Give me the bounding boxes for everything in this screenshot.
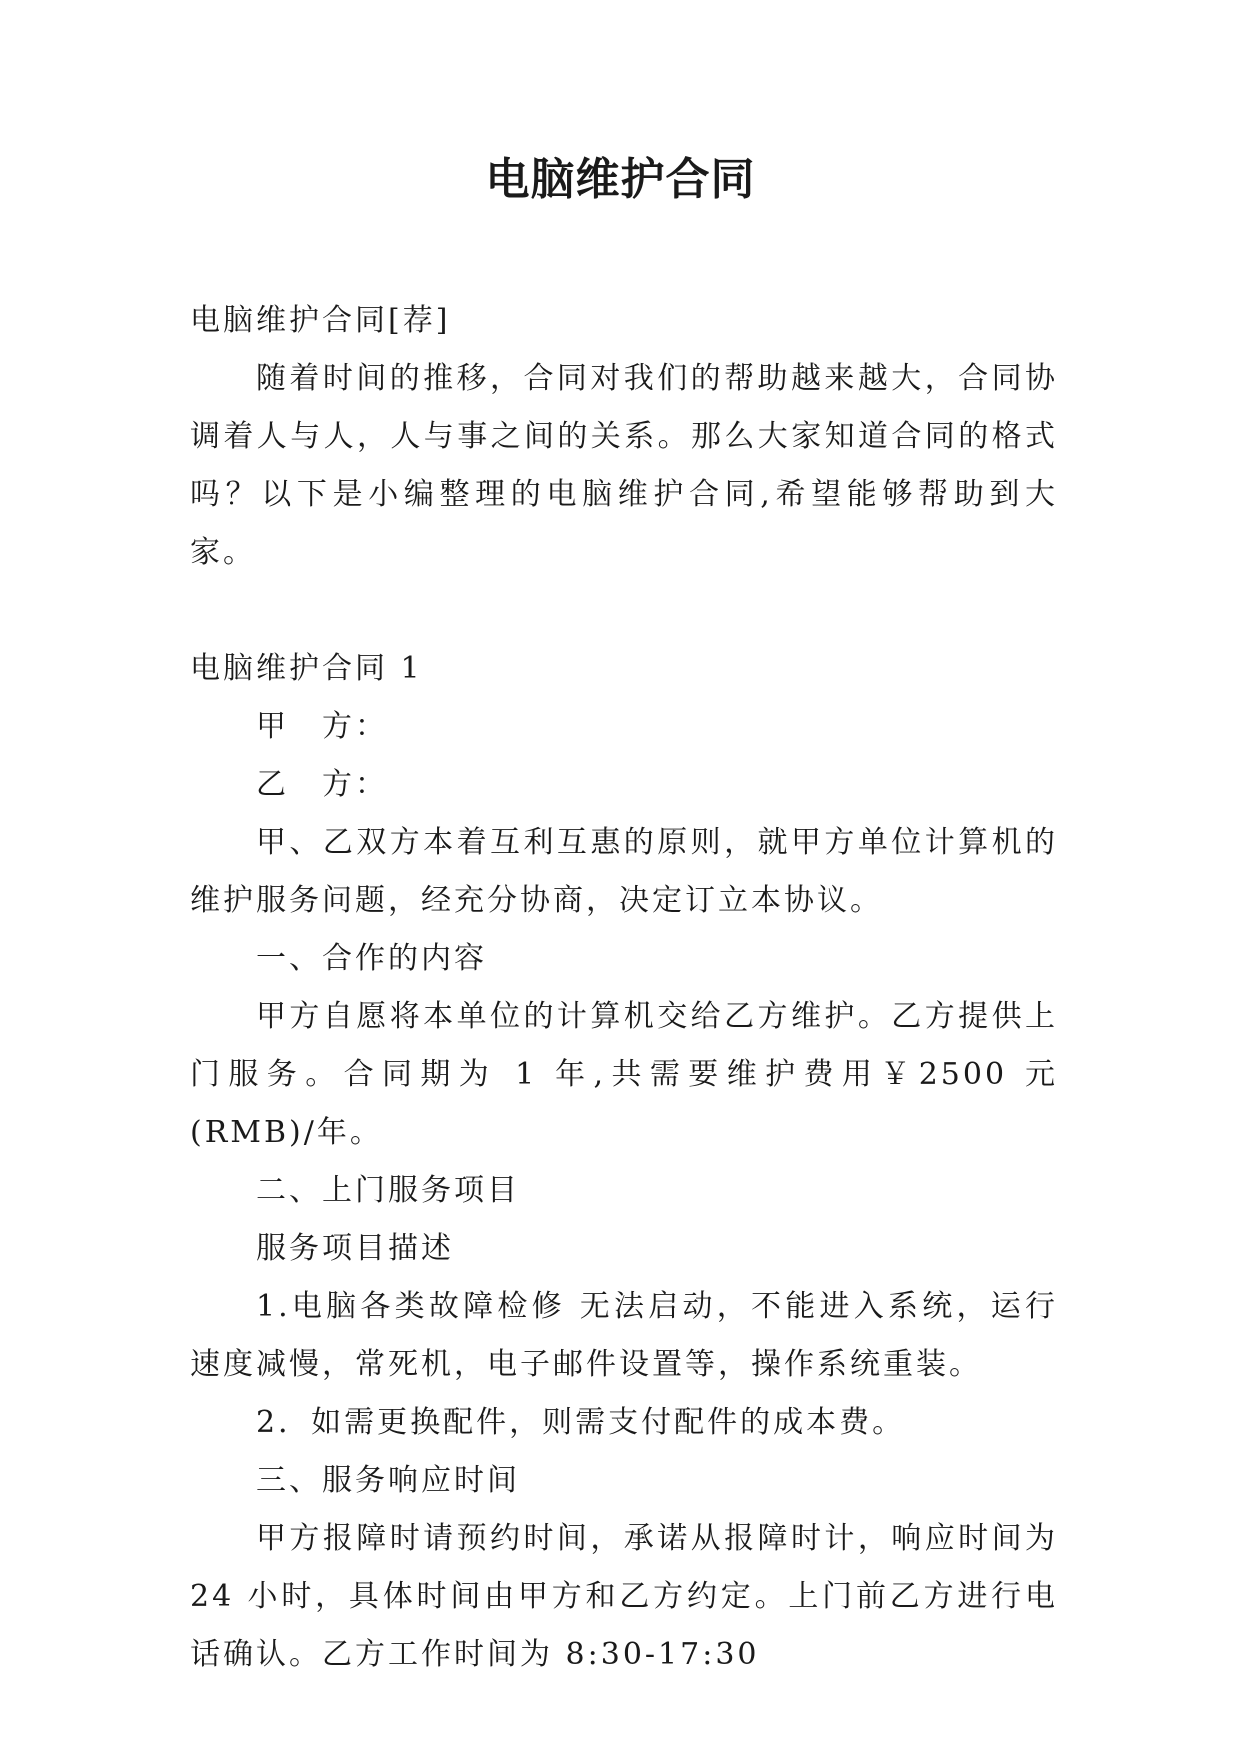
section-1-paragraph: 甲方自愿将本单位的计算机交给乙方维护。乙方提供上门服务。合同期为 1 年,共需要维护费用￥2500 元(RMB)/年。 xyxy=(190,999,1058,1150)
section-3-paragraph: 甲方报障时请预约时间，承诺从报障时计，响应时间为 24 小时，具体时间由甲方和乙方约定。上门前乙方进行电话确认。乙方工作时间为 8:30-17:30 xyxy=(190,1521,1058,1672)
article-heading: 电脑维护合同[荐] xyxy=(190,303,451,338)
section-1-heading: 一、合作的内容 xyxy=(256,941,487,976)
party-b-line: 乙 方： xyxy=(256,767,388,802)
service-item-1: 1.电脑各类故障检修 无法启动，不能进入系统，运行速度减慢，常死机，电子邮件设置等，操作系统重装。 xyxy=(190,1289,1058,1382)
contract-heading: 电脑维护合同 1 xyxy=(190,651,423,686)
section-2-heading: 二、上门服务项目 xyxy=(256,1173,520,1208)
party-a-line: 甲 方： xyxy=(256,709,388,744)
document-body xyxy=(190,292,1058,1684)
service-item-2: 2．如需更换配件，则需支付配件的成本费。 xyxy=(256,1405,906,1440)
document-title: 电脑维护合同 xyxy=(485,154,756,205)
service-items-label: 服务项目描述 xyxy=(256,1231,454,1266)
preamble-paragraph: 甲、乙双方本着互利互惠的原则，就甲方单位计算机的维护服务问题，经充分协商，决定订立本协议。 xyxy=(190,825,1058,918)
section-3-heading: 三、服务响应时间 xyxy=(256,1463,520,1498)
intro-paragraph: 随着时间的推移，合同对我们的帮助越来越大，合同协调着人与人，人与事之间的关系。那么大家知道合同的格式吗？以下是小编整理的电脑维护合同,希望能够帮助到大家。 xyxy=(190,361,1058,570)
